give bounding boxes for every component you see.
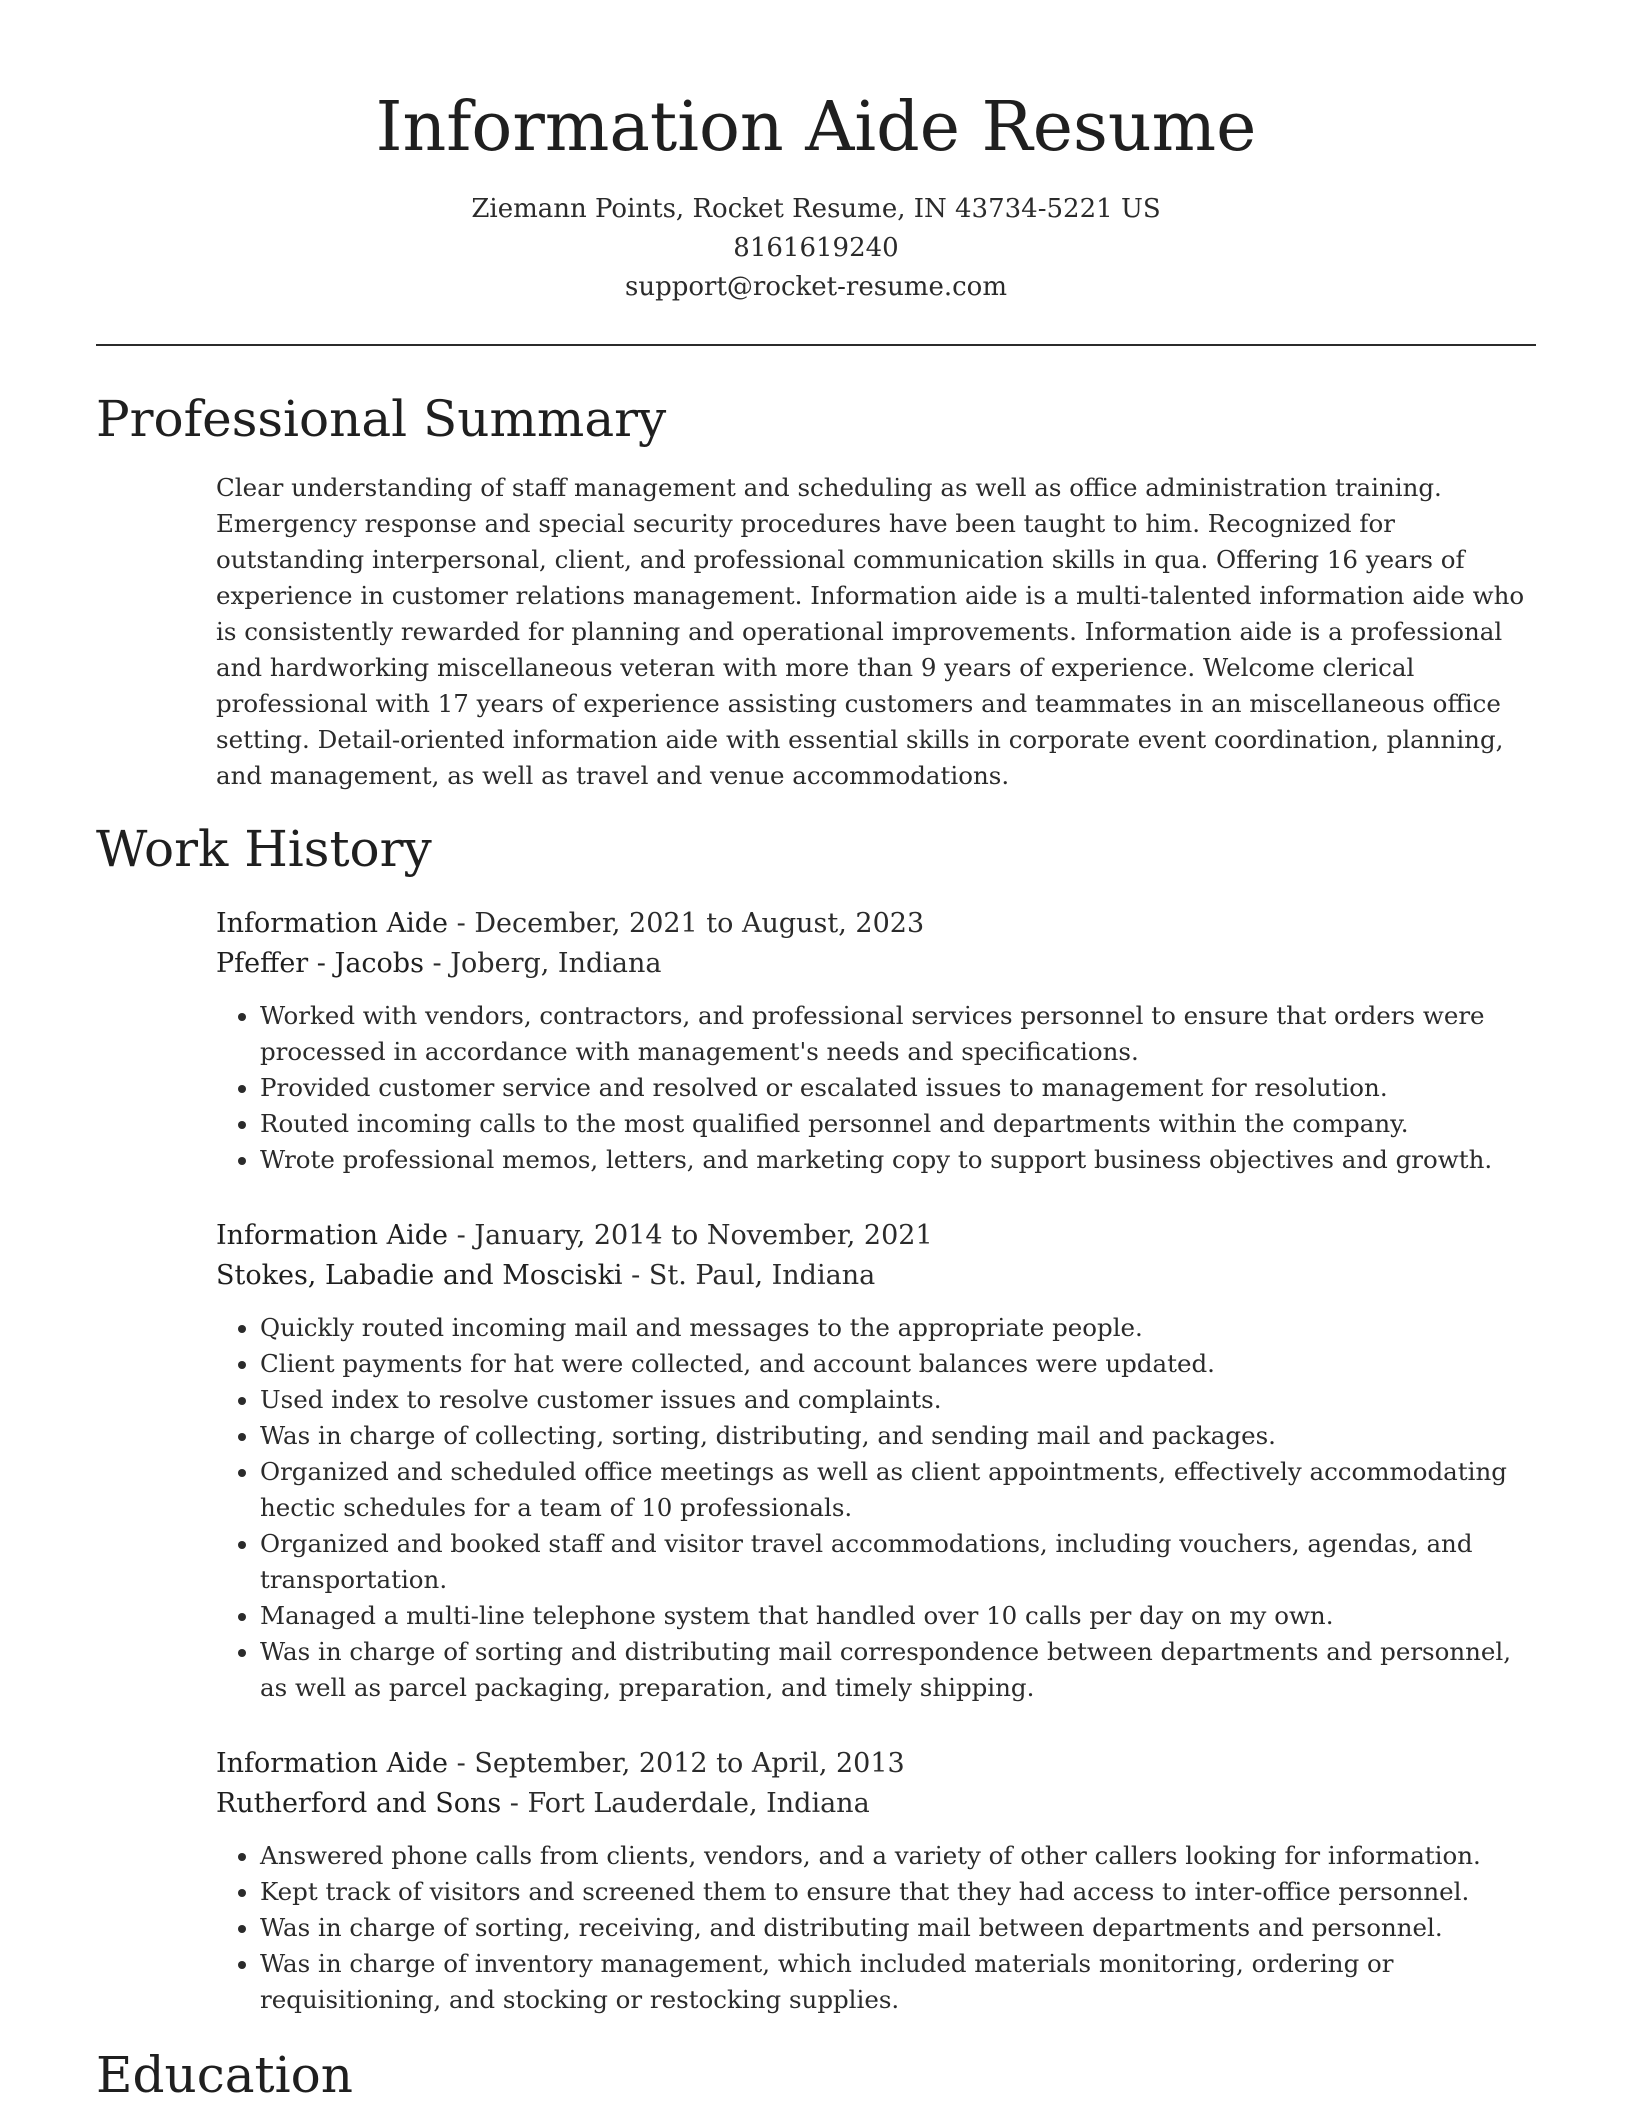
job-title: Information Aide (216, 1748, 449, 1779)
section-heading-summary: Professional Summary (96, 390, 667, 448)
job-location: - Joberg, Indiana (423, 948, 662, 979)
job-dates: - January, 2014 to November, 2021 (448, 1220, 933, 1251)
job-location: - St. Paul, Indiana (622, 1260, 876, 1291)
job-company: Rutherford and Sons (216, 1788, 502, 1819)
section-heading-education: Education (96, 2046, 353, 2104)
resume-title: Information Aide Resume (375, 88, 1257, 167)
job-bullet: • Answered phone calls from clients, vendors, and a variety of other callers looking for information. (260, 1838, 1536, 1874)
job-company: Stokes, Labadie and Mosciski (216, 1260, 623, 1291)
job-bullet: • Was in charge of sorting, receiving, and distributing mail between departments and personnel. (260, 1910, 1536, 1946)
job-title-line (216, 1216, 1536, 1256)
header-divider (96, 344, 1536, 346)
job-entry (216, 904, 1536, 1178)
job-bullet: • Was in charge of collecting, sorting, distributing, and sending mail and packages. (260, 1418, 1536, 1454)
job-entry (216, 1216, 1536, 1706)
education-section (96, 2040, 1536, 2110)
job-bullet: • Provided customer service and resolved or escalated issues to management for resolution. (260, 1070, 1536, 1106)
section-heading-work-history: Work History (96, 820, 432, 878)
job-dates: - December, 2021 to August, 2023 (448, 908, 925, 939)
job-bullet: • Was in charge of sorting and distributing mail correspondence between departments and personnel, as well as parcel packaging, preparation, and timely shipping. (260, 1634, 1536, 1706)
resume-header (96, 80, 1536, 307)
job-bullet: • Organized and booked staff and visitor travel accommodations, including vouchers, agendas, and transportation. (260, 1526, 1536, 1598)
job-title-line (216, 1744, 1536, 1784)
job-bullet: • Wrote professional memos, letters, and marketing copy to support business objectives and growth. (260, 1142, 1536, 1178)
job-title-line (216, 904, 1536, 944)
contact-email: support@rocket-resume.com (624, 272, 1007, 302)
job-bullet: • Routed incoming calls to the most qualified personnel and departments within the company. (260, 1106, 1536, 1142)
job-bullet: • Managed a multi-line telephone system that handled over 10 calls per day on my own. (260, 1598, 1536, 1634)
job-bullet: • Kept track of visitors and screened them to ensure that they had access to inter-office personnel. (260, 1874, 1536, 1910)
job-title: Information Aide (216, 1220, 449, 1251)
summary-text: Clear understanding of staff management and scheduling as well as office administration training. Emergency response and special security procedures have been taught to him. Recognized for outstanding interpersonal, client, and professional communication skills in qua. Offering 16 years of experience in customer relations management. Information aide is a multi-talented information aide who is consistently rewarded for planning and operational improvements. Information aide is a professional and hardworking miscellaneous veteran with more than 9 years of experience. Welcome clerical professional with 17 years of experience assisting customers and teammates in an miscellaneous office setting. Detail-oriented information aide with essential skills in corporate event coordination, planning, and management, as well as travel and venue accommodations. (216, 473, 1525, 790)
job-company-line (216, 944, 1536, 984)
job-bullet-list (216, 1310, 1536, 1706)
job-list (96, 904, 1536, 2018)
contact-address: Ziemann Points, Rocket Resume, IN 43734-5221 US (471, 194, 1161, 224)
contact-block (96, 190, 1536, 307)
contact-phone: 8161619240 (733, 233, 899, 263)
job-company-line (216, 1256, 1536, 1296)
professional-summary-section (96, 384, 1536, 794)
job-bullet: • Organized and scheduled office meetings as well as client appointments, effectively accommodating hectic schedules for a team of 10 professionals. (260, 1454, 1536, 1526)
job-bullet: • Quickly routed incoming mail and messages to the appropriate people. (260, 1310, 1536, 1346)
job-bullet: • Client payments for hat were collected, and account balances were updated. (260, 1346, 1536, 1382)
job-dates: - September, 2012 to April, 2013 (448, 1748, 905, 1779)
job-entry (216, 1744, 1536, 2018)
job-bullet: • Worked with vendors, contractors, and professional services personnel to ensure that orders were processed in accordance with management's needs and specifications. (260, 998, 1536, 1070)
job-company-line (216, 1784, 1536, 1824)
work-history-section (96, 814, 1536, 2018)
job-bullet-list (216, 998, 1536, 1178)
job-bullet: • Was in charge of inventory management, which included materials monitoring, ordering or requisitioning, and stocking or restocking supplies. (260, 1946, 1536, 2018)
job-title: Information Aide (216, 908, 449, 939)
job-location: - Fort Lauderdale, Indiana (501, 1788, 870, 1819)
job-company: Pfeffer - Jacobs (216, 948, 424, 979)
job-bullet: • Used index to resolve customer issues and complaints. (260, 1382, 1536, 1418)
job-bullet-list (216, 1838, 1536, 2018)
